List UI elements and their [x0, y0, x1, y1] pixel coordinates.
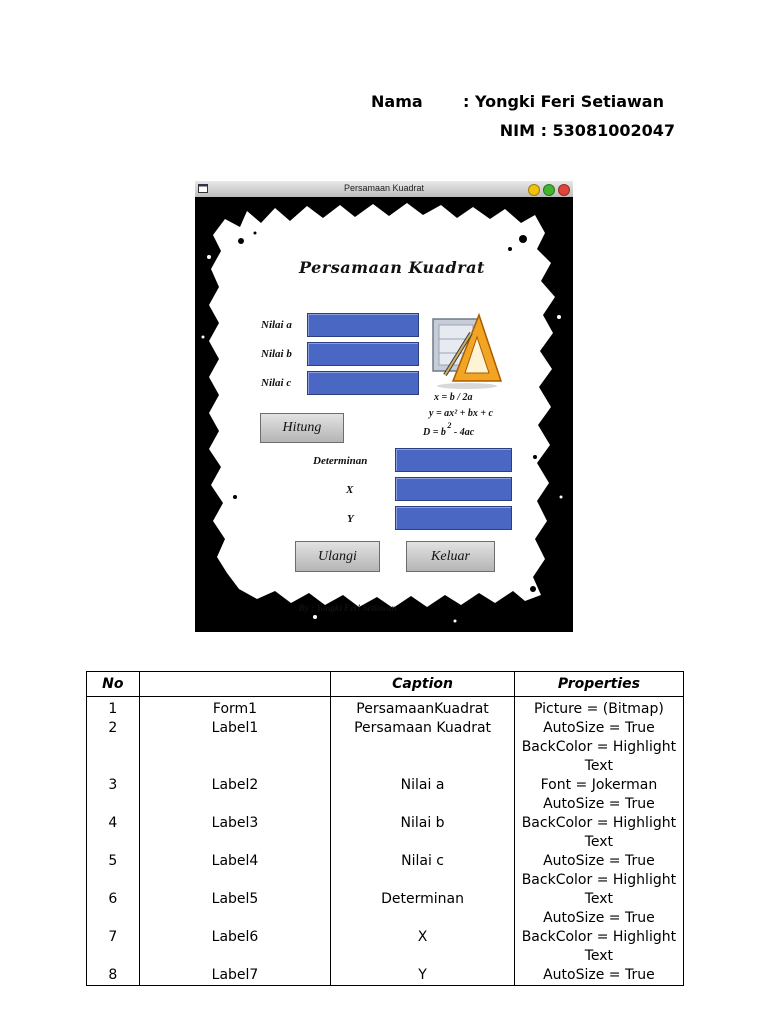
- credit-text: By : Yongki Feri Setiawan: [299, 603, 397, 613]
- property-line: Picture = (Bitmap): [534, 701, 664, 717]
- label-nilai-c: Nilai c: [261, 377, 292, 389]
- close-button[interactable]: [558, 184, 570, 196]
- formula-d-part1: D = b: [423, 427, 446, 438]
- nama-value: : Yongki Feri Setiawan: [463, 92, 664, 111]
- header-no: No: [87, 672, 140, 697]
- cell-no: 1: [87, 697, 140, 720]
- keluar-button[interactable]: Keluar: [406, 541, 495, 572]
- property-line: BackColor = Highlight: [521, 929, 677, 945]
- cell-properties: [514, 852, 683, 890]
- cell-properties: [514, 719, 683, 776]
- table-row: [87, 719, 684, 776]
- cell-caption: Persamaan Kuadrat: [331, 719, 515, 776]
- property-line: BackColor = Highlight: [521, 815, 677, 831]
- nim-label: NIM : 53081002047: [499, 121, 675, 140]
- cell-object: Label4: [139, 852, 331, 890]
- cell-object: Label1: [139, 719, 331, 776]
- cell-no: 3: [87, 776, 140, 814]
- label-nilai-a: Nilai a: [261, 319, 292, 331]
- form-title: Persamaan Kuadrat: [299, 258, 485, 277]
- property-line: AutoSize = True: [543, 967, 655, 983]
- formula-determinan: [423, 421, 475, 438]
- property-line: Text: [584, 758, 614, 774]
- nama-label: Nama: [371, 92, 423, 111]
- cell-caption: Determinan: [331, 890, 515, 928]
- cell-properties: [514, 697, 683, 720]
- table-row: [87, 928, 684, 966]
- cell-object: Label3: [139, 814, 331, 852]
- cell-caption: Nilai c: [331, 852, 515, 890]
- property-line: BackColor = Highlight: [521, 739, 677, 755]
- cell-no: 8: [87, 966, 140, 986]
- cell-object: Label7: [139, 966, 331, 986]
- output-y[interactable]: [395, 506, 512, 530]
- form-canvas: [195, 197, 573, 632]
- input-nilai-a[interactable]: [307, 313, 419, 337]
- property-line: BackColor = Highlight: [521, 872, 677, 888]
- cell-no: 6: [87, 890, 140, 928]
- formula-d-part2: - 4ac: [453, 427, 475, 438]
- property-line: Text: [584, 834, 614, 850]
- cell-caption: Nilai b: [331, 814, 515, 852]
- cell-properties: [514, 890, 683, 928]
- properties-table: [86, 671, 684, 986]
- minimize-button[interactable]: [528, 184, 540, 196]
- table-header-row: [87, 672, 684, 697]
- cell-object: Label6: [139, 928, 331, 966]
- output-determinan[interactable]: [395, 448, 512, 472]
- cell-no: 5: [87, 852, 140, 890]
- app-window-screenshot: [195, 181, 573, 632]
- cell-object: Label2: [139, 776, 331, 814]
- table-row: [87, 814, 684, 852]
- property-line: AutoSize = True: [543, 796, 655, 812]
- input-nilai-b[interactable]: [307, 342, 419, 366]
- formula-x: x = b / 2a: [434, 392, 473, 403]
- table-row: [87, 852, 684, 890]
- label-y: Y: [347, 513, 354, 525]
- table-row: [87, 776, 684, 814]
- label-nilai-b: Nilai b: [261, 348, 292, 360]
- property-line: AutoSize = True: [543, 910, 655, 926]
- cell-properties: [514, 814, 683, 852]
- cell-caption: PersamaanKuadrat: [331, 697, 515, 720]
- cell-properties: [514, 966, 683, 986]
- hitung-button[interactable]: Hitung: [260, 413, 344, 443]
- property-line: Text: [584, 891, 614, 907]
- geometry-tools-icon: [431, 311, 503, 389]
- header-properties: Properties: [514, 672, 683, 697]
- property-line: AutoSize = True: [543, 720, 655, 736]
- window-title: Persamaan Kuadrat: [343, 183, 425, 193]
- cell-properties: [514, 928, 683, 966]
- header-object: [139, 672, 331, 697]
- property-line: Text: [584, 948, 614, 964]
- property-line: AutoSize = True: [543, 853, 655, 869]
- cell-object: Form1: [139, 697, 331, 720]
- cell-no: 2: [87, 719, 140, 776]
- output-x[interactable]: [395, 477, 512, 501]
- cell-caption: Nilai a: [331, 776, 515, 814]
- cell-no: 7: [87, 928, 140, 966]
- label-determinan: Determinan: [313, 455, 368, 467]
- formula-y: y = ax² + bx + c: [429, 408, 493, 419]
- input-nilai-c[interactable]: [307, 371, 419, 395]
- window-titlebar: [195, 181, 573, 198]
- cell-no: 4: [87, 814, 140, 852]
- header-caption: Caption: [331, 672, 515, 697]
- table-row: [87, 697, 684, 720]
- ulangi-button[interactable]: Ulangi: [295, 541, 380, 572]
- cell-caption: Y: [331, 966, 515, 986]
- cell-properties: [514, 776, 683, 814]
- formula-d-superscript: 2: [447, 421, 452, 430]
- cell-caption: X: [331, 928, 515, 966]
- table-row: [87, 966, 684, 986]
- property-line: Font = Jokerman: [540, 777, 658, 793]
- maximize-button[interactable]: [543, 184, 555, 196]
- table-row: [87, 890, 684, 928]
- cell-object: Label5: [139, 890, 331, 928]
- label-x: X: [346, 484, 354, 496]
